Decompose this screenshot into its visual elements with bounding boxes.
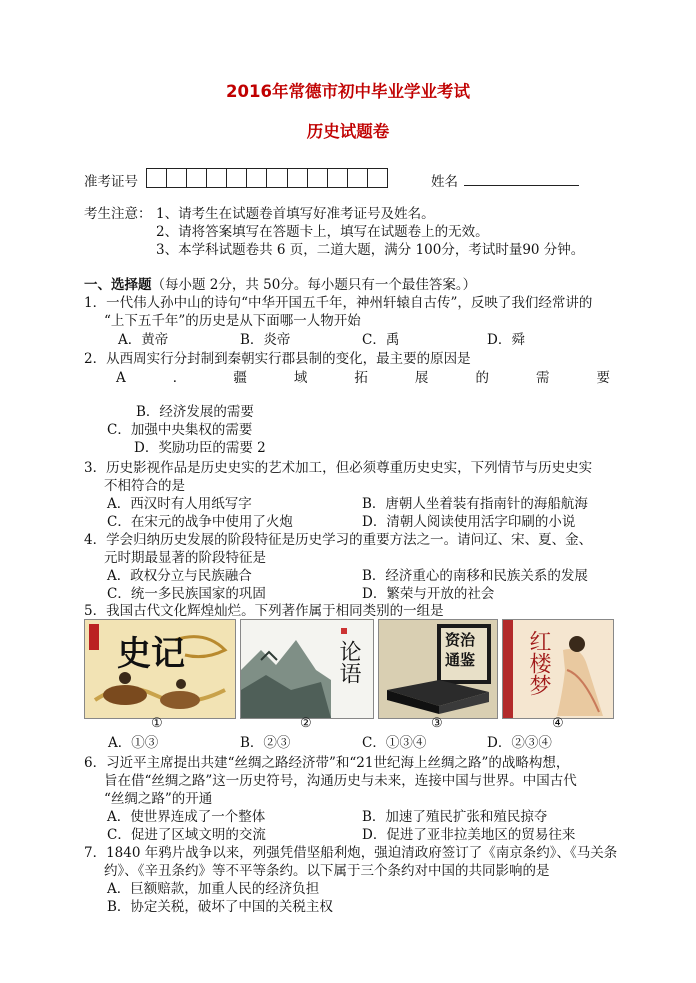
question-text: 7．1840 年鸦片战争以来，列强凭借坚船利炮，强迫清政府签订了《南京条约》、《马关条 bbox=[84, 845, 618, 861]
option-a: A．政权分立与民族融合 bbox=[107, 568, 252, 584]
question-text: “丝绸之路”的开通 bbox=[104, 791, 213, 807]
option-char: ． bbox=[172, 370, 187, 386]
cover-title: 红楼梦 bbox=[526, 630, 551, 696]
option-char: 要 bbox=[596, 370, 610, 386]
hongloumeng-cover-art bbox=[503, 620, 613, 718]
option-char: A bbox=[116, 370, 126, 386]
id-number-boxes[interactable] bbox=[146, 168, 388, 188]
name-label: 姓名 bbox=[431, 174, 458, 190]
option-a: A．黄帝 bbox=[118, 332, 169, 348]
section-heading bbox=[84, 276, 476, 295]
option-d: D．②③④ bbox=[487, 735, 552, 751]
question-text: 约》、《辛丑条约》等不平等条约。以下属于三个条约对中国的共同影响的是 bbox=[104, 863, 550, 879]
option-a: A．巨额赔款，加重人民的经济负担 bbox=[107, 881, 320, 897]
option-d: D．奖励功臣的需要 2 bbox=[134, 440, 266, 456]
name-field[interactable] bbox=[464, 185, 579, 186]
option-c: C．①③④ bbox=[362, 735, 427, 751]
option-a: A．①③ bbox=[108, 735, 159, 751]
option-a: A．西汉时有人用纸写字 bbox=[107, 496, 252, 512]
option-d: D．舜 bbox=[487, 332, 525, 348]
image-label: ③ bbox=[431, 716, 443, 731]
option-c: C．统一多民族国家的巩固 bbox=[107, 586, 266, 602]
option-c: C．在宋元的战争中使用了火炮 bbox=[107, 514, 293, 530]
notice-item: 1、请考生在试题卷首填写好准考证号及姓名。 bbox=[156, 206, 435, 222]
cover-title: 论语 bbox=[336, 640, 361, 684]
option-d: D．清朝人阅读使用活字印刷的小说 bbox=[362, 514, 576, 530]
notice-item: 3、本学科试题卷共 6 页，二道大题，满分 100分，考试时量90 分钟。 bbox=[156, 242, 585, 258]
option-b: B．②③ bbox=[240, 735, 291, 751]
exam-subtitle: 历史试题卷 bbox=[306, 122, 390, 141]
option-b: B．协定关税，破坏了中国的关税主权 bbox=[107, 899, 333, 915]
question-text: 2．从西周实行分封制到秦朝实行郡县制的变化，最主要的原因是 bbox=[84, 351, 471, 367]
option-b: B．经济重心的南移和民族关系的发展 bbox=[362, 568, 588, 584]
option-char: 域 bbox=[293, 370, 308, 386]
question-text: 6．习近平主席提出共建“丝绸之路经济带”和“21世纪海上丝绸之路”的战略构想， bbox=[84, 755, 570, 771]
book-cover-shiji bbox=[84, 619, 236, 719]
question-text: 4．学会归纳历史发展的阶段特征是历史学习的重要方法之一。请问辽、宋、夏、金、 bbox=[84, 532, 593, 548]
option-c: C．加强中央集权的需要 bbox=[107, 422, 253, 438]
section-desc: （每小题 2分，共 50分。每小题只有一个最佳答案。） bbox=[151, 277, 477, 293]
id-label: 准考证号 bbox=[84, 174, 138, 190]
option-char: 拓 bbox=[354, 370, 368, 386]
option-b: B．唐朝人坐着装有指南针的海船航海 bbox=[362, 496, 588, 512]
notice-item: 2、请将答案填写在答题卡上，填写在试题卷上的无效。 bbox=[156, 224, 489, 240]
question-text: 5．我国古代文化辉煌灿烂。下列著作属于相同类别的一组是 bbox=[84, 603, 444, 619]
cover-title: 资治通鉴 bbox=[445, 631, 476, 669]
option-char: 展 bbox=[414, 370, 429, 386]
option-d: D．促进了亚非拉美地区的贸易往来 bbox=[362, 827, 576, 843]
option-char: 需 bbox=[535, 370, 550, 386]
notice-label: 考生注意： bbox=[84, 206, 152, 222]
option-char: 疆 bbox=[233, 370, 247, 386]
question-text: 旨在借“丝绸之路”这一历史符号，沟通历史与未来，连接中国与世界。中国古代 bbox=[104, 773, 577, 789]
option-char: 的 bbox=[475, 370, 489, 386]
section-label: 一、选择题 bbox=[84, 277, 152, 293]
book-cover-lunyu bbox=[240, 619, 374, 719]
image-label: ① bbox=[151, 716, 163, 731]
image-label: ② bbox=[300, 716, 312, 731]
question-text: 3．历史影视作品是历史史实的艺术加工，但必须尊重历史史实，下列情节与历史史实 bbox=[84, 460, 593, 476]
option-a: A．使世界连成了一个整体 bbox=[107, 809, 266, 825]
book-cover-hongloumeng bbox=[502, 619, 614, 719]
option-a bbox=[116, 369, 610, 388]
option-c: C．禹 bbox=[362, 332, 400, 348]
image-label: ④ bbox=[552, 716, 564, 731]
option-c: C．促进了区域文明的交流 bbox=[107, 827, 266, 843]
option-b: B．经济发展的需要 bbox=[136, 404, 254, 420]
option-b: B．加速了殖民扩张和殖民掠夺 bbox=[362, 809, 548, 825]
cover-title: 史记 bbox=[117, 634, 185, 674]
option-d: D．繁荣与开放的社会 bbox=[362, 586, 495, 602]
book-cover-zizhitongjian bbox=[378, 619, 498, 719]
question-text: “上下五千年”的历史是从下面哪一人物开始 bbox=[104, 313, 361, 329]
question-text: 不相符合的是 bbox=[104, 478, 185, 494]
question-text: 1．一代伟人孙中山的诗句“中华开国五千年，神州轩辕自古传”，反映了我们经常讲的 bbox=[84, 295, 593, 311]
exam-title: 2016年常德市初中毕业学业考试 bbox=[226, 82, 470, 101]
option-b: B．炎帝 bbox=[240, 332, 291, 348]
question-text: 元时期最显著的阶段特征是 bbox=[104, 550, 266, 566]
